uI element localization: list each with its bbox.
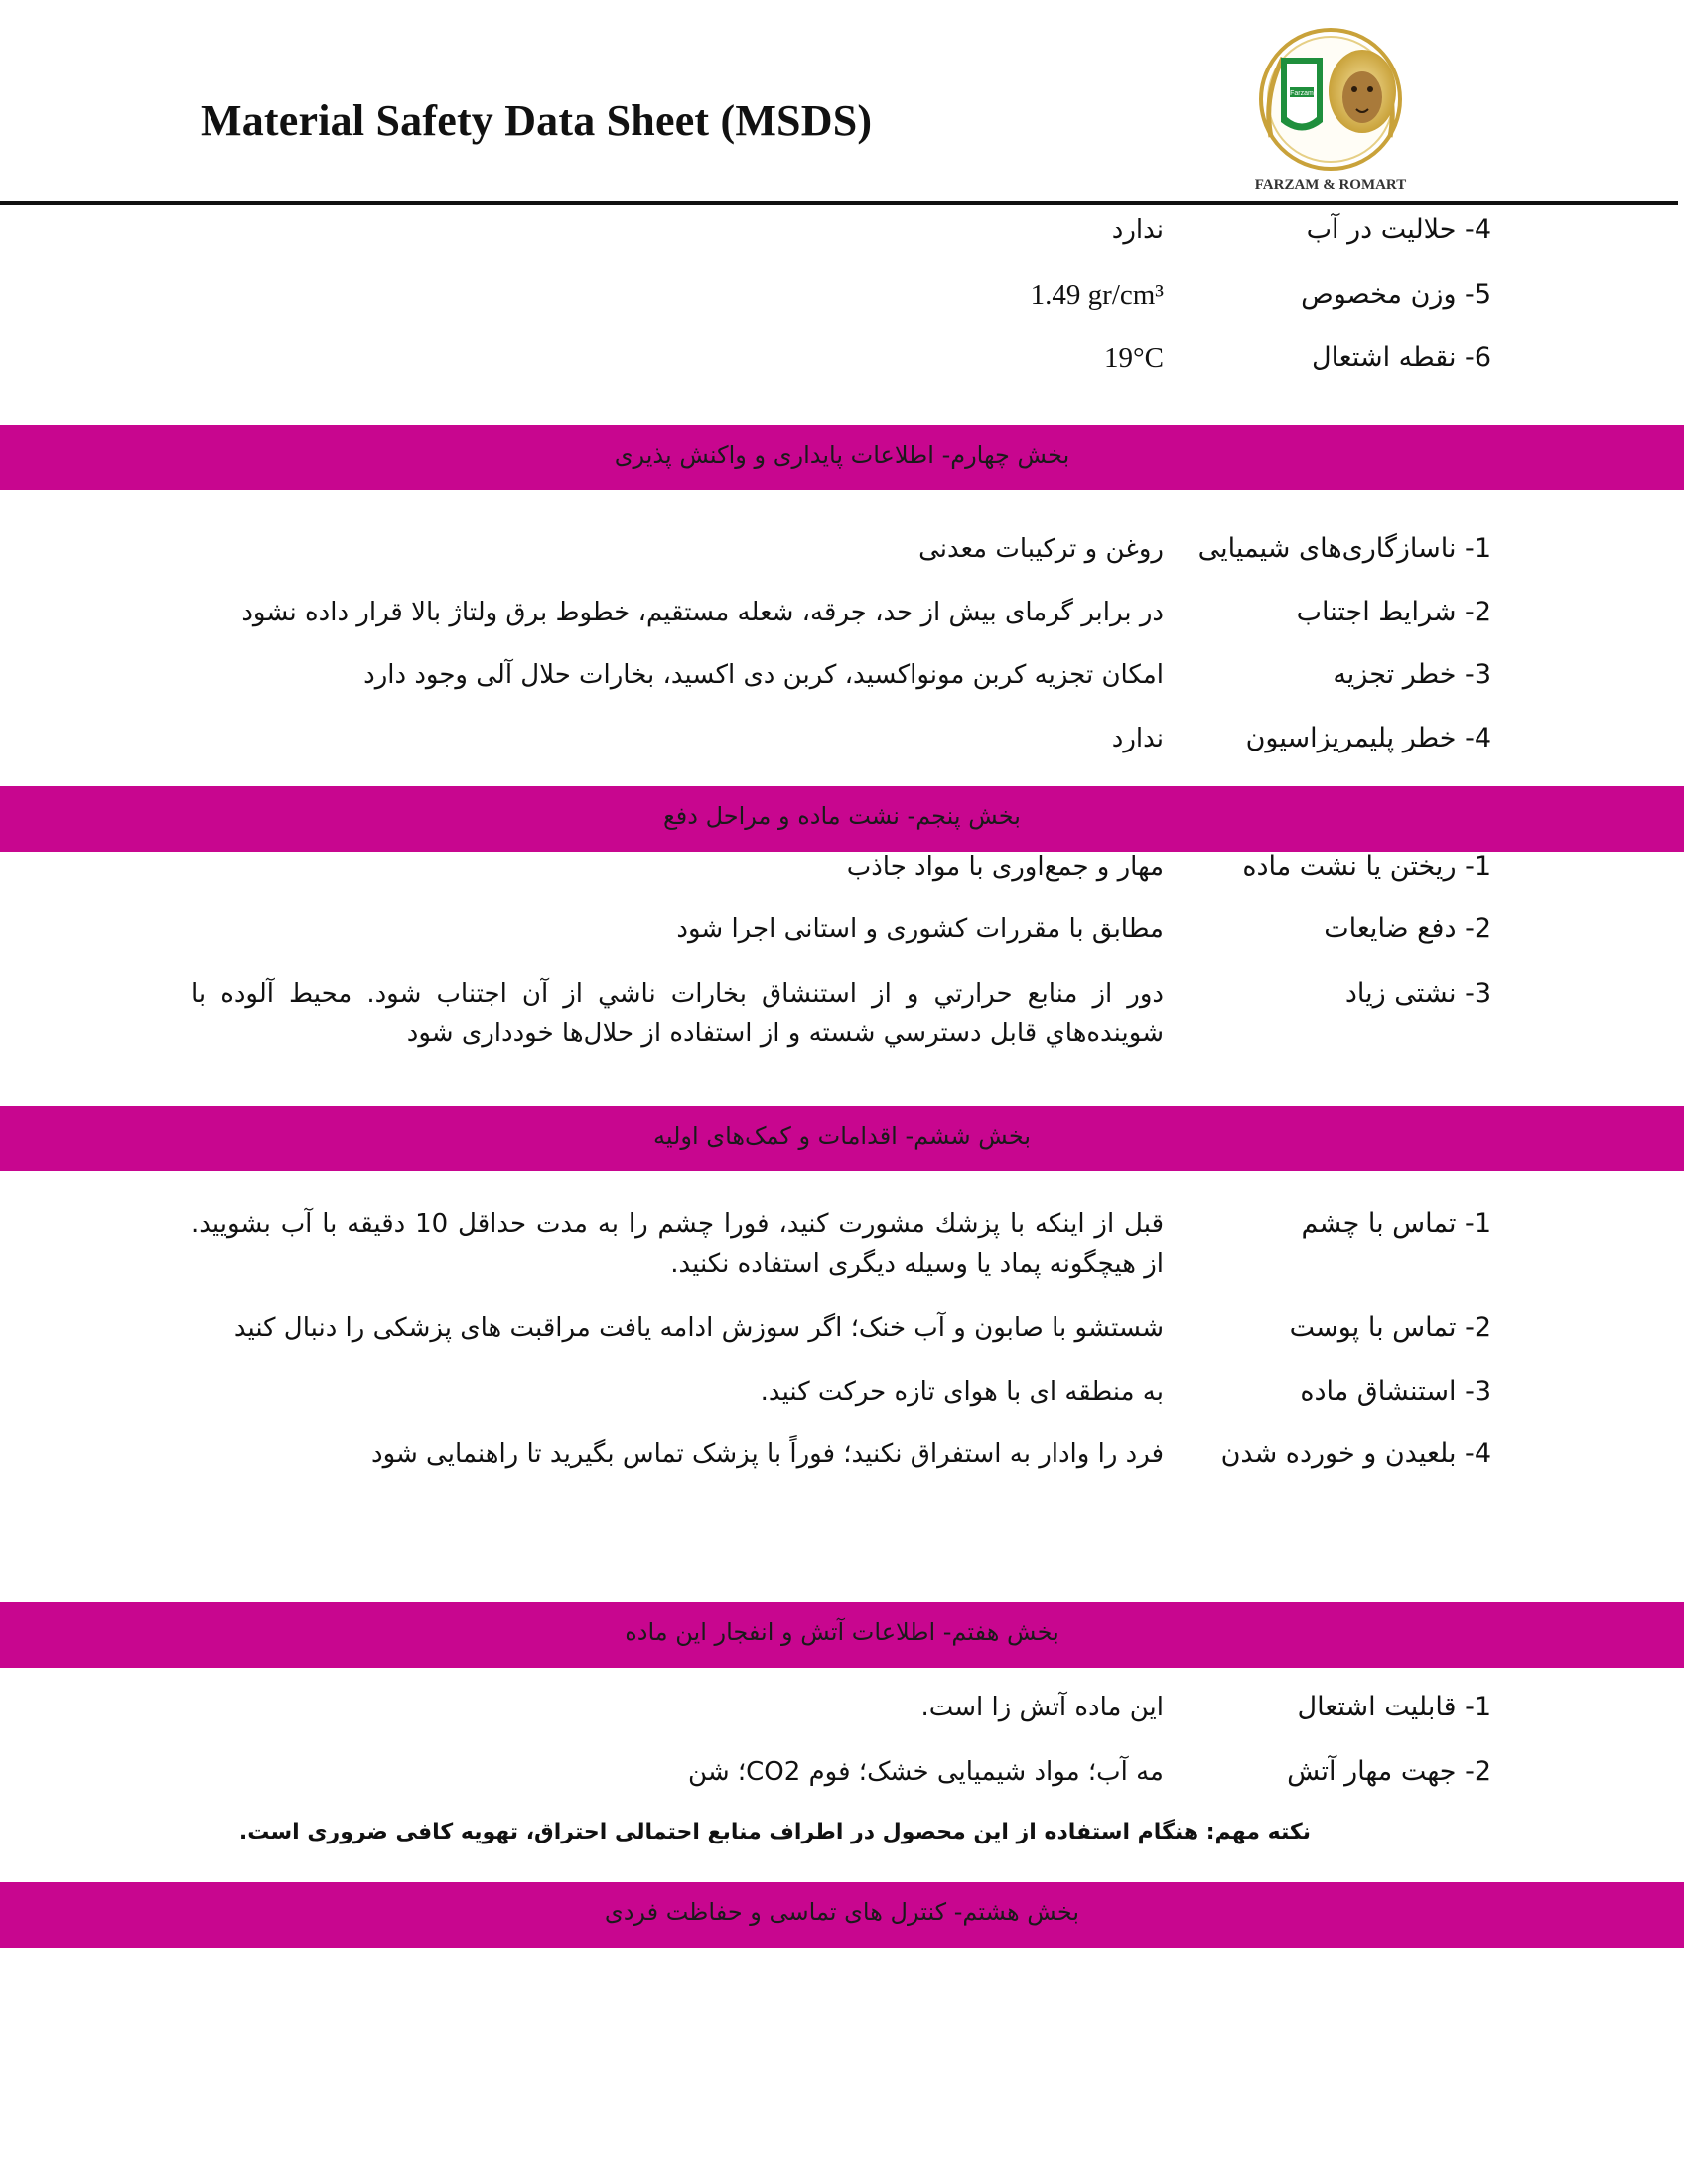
row-value: ندارد (1111, 724, 1164, 753)
row-label: 3- استنشاق ماده (1300, 1376, 1491, 1407)
row-label: 2- جهت مهار آتش (1287, 1756, 1491, 1787)
logo-badge-text: Farzam (1290, 90, 1314, 97)
row-value: مه آب؛ مواد شیمیایی خشک؛ فوم CO2؛ شن (688, 1757, 1164, 1787)
density-value: 1.49 gr/cm³ (1030, 279, 1164, 311)
row-value: دور از منابع حرارتي و از استنشاق بخارات ناشي از آن اجتناب شود. محیط آلوده با شوینده‌هاي قابل دسترسي شسته و از استفاده از حلال‌ها خودداری شود (191, 979, 1164, 1048)
row-label: 1- ریختن یا نشت ماده (1242, 851, 1491, 882)
logo-caption: FARZAM & ROMART (1254, 177, 1407, 193)
row-value: امکان تجزیه کربن مونواکسید، کربن دی اکسید، بخارات حلال آلی وجود دارد (363, 660, 1164, 690)
section-7-title: بخش هفتم- اطلاعات آتش و انفجار این ماده (625, 1618, 1059, 1646)
row-label: 2- شرایط اجتناب (1296, 597, 1491, 627)
row-value: مطابق با مقررات کشوری و استانی اجرا شود (676, 914, 1164, 944)
section-8-header (0, 1882, 1684, 1948)
flash-point-value: 19°C (1104, 342, 1164, 374)
row-label: 3- خطر تجزیه (1333, 659, 1491, 690)
row-value: در برابر گرمای بیش از حد، جرقه، شعله مستقیم، خطوط برق ولتاژ بالا قرار داده نشود (241, 598, 1164, 627)
row-label: 1- تماس با چشم (1301, 1208, 1491, 1239)
row-value: شستشو با صابون و آب خنک؛ اگر سوزش ادامه یافت مراقبت های پزشکی را دنبال کنید (233, 1313, 1164, 1343)
section-5-header (0, 786, 1684, 852)
row-value (191, 339, 1164, 378)
row-label: 2- تماس با پوست (1289, 1312, 1491, 1343)
row-value (191, 275, 1164, 315)
row-label: 6- نقطه اشتعال (1311, 342, 1491, 373)
section-5-title: بخش پنجم- نشت ماده و مراحل دفع (663, 802, 1021, 830)
row-value: قبل از اینکه با پزشك مشورت کنید، فورا چشم را به مدت حداقل 10 دقیقه با آب بشویید. از هیچگونه پماد یا وسیله دیگری استفاده نکنید. (191, 1209, 1165, 1279)
section-4-title: بخش چهارم- اطلاعات پایداری و واکنش پذیری (614, 441, 1070, 469)
section-6-title: بخش ششم- اقدامات و کمک‌های اولیه (652, 1122, 1032, 1150)
row-label: 3- نشتی زیاد (1344, 978, 1491, 1009)
section-7-header (0, 1602, 1684, 1668)
important-note-text: نکته مهم: هنگام استفاده از این محصول در اطراف منابع احتمالی احتراق، تهویه کافی ضروری است. (238, 1820, 1311, 1844)
row-label: 4- خطر پلیمریزاسیون (1245, 723, 1491, 753)
row-value: به منطقه ای با هوای تازه حرکت کنید. (760, 1377, 1164, 1407)
row-value: ندارد (1111, 215, 1164, 245)
document-title: Material Safety Data Sheet (MSDS) (201, 96, 873, 145)
row-value: این ماده آتش زا است. (920, 1693, 1164, 1722)
section-8-title: بخش هشتم- کنترل های تماسی و حفاظت فردی (604, 1898, 1080, 1926)
logo-emblem-icon (1203, 28, 1458, 197)
row-label: 1- قابلیت اشتعال (1297, 1692, 1491, 1722)
header-rule (0, 201, 1678, 205)
row-value: مهار و جمع‌اوری با مواد جاذب (846, 852, 1164, 882)
row-label: 4- حلالیت در آب (1306, 214, 1491, 245)
section-4-header (0, 425, 1684, 490)
section-6-header (0, 1106, 1684, 1171)
row-label: 4- بلعیدن و خورده شدن (1220, 1438, 1491, 1469)
company-logo (1203, 28, 1458, 197)
row-label: 5- وزن مخصوص (1301, 279, 1491, 310)
row-value: روغن و ترکیبات معدنی (918, 534, 1164, 564)
row-label: 1- ناسازگاری‌های شیمیایی (1197, 533, 1491, 564)
row-value: فرد را وادار به استفراق نکنید؛ فوراً با پزشک تماس بگیرید تا راهنمایی شود (370, 1439, 1164, 1469)
row-label: 2- دفع ضایعات (1324, 913, 1491, 944)
